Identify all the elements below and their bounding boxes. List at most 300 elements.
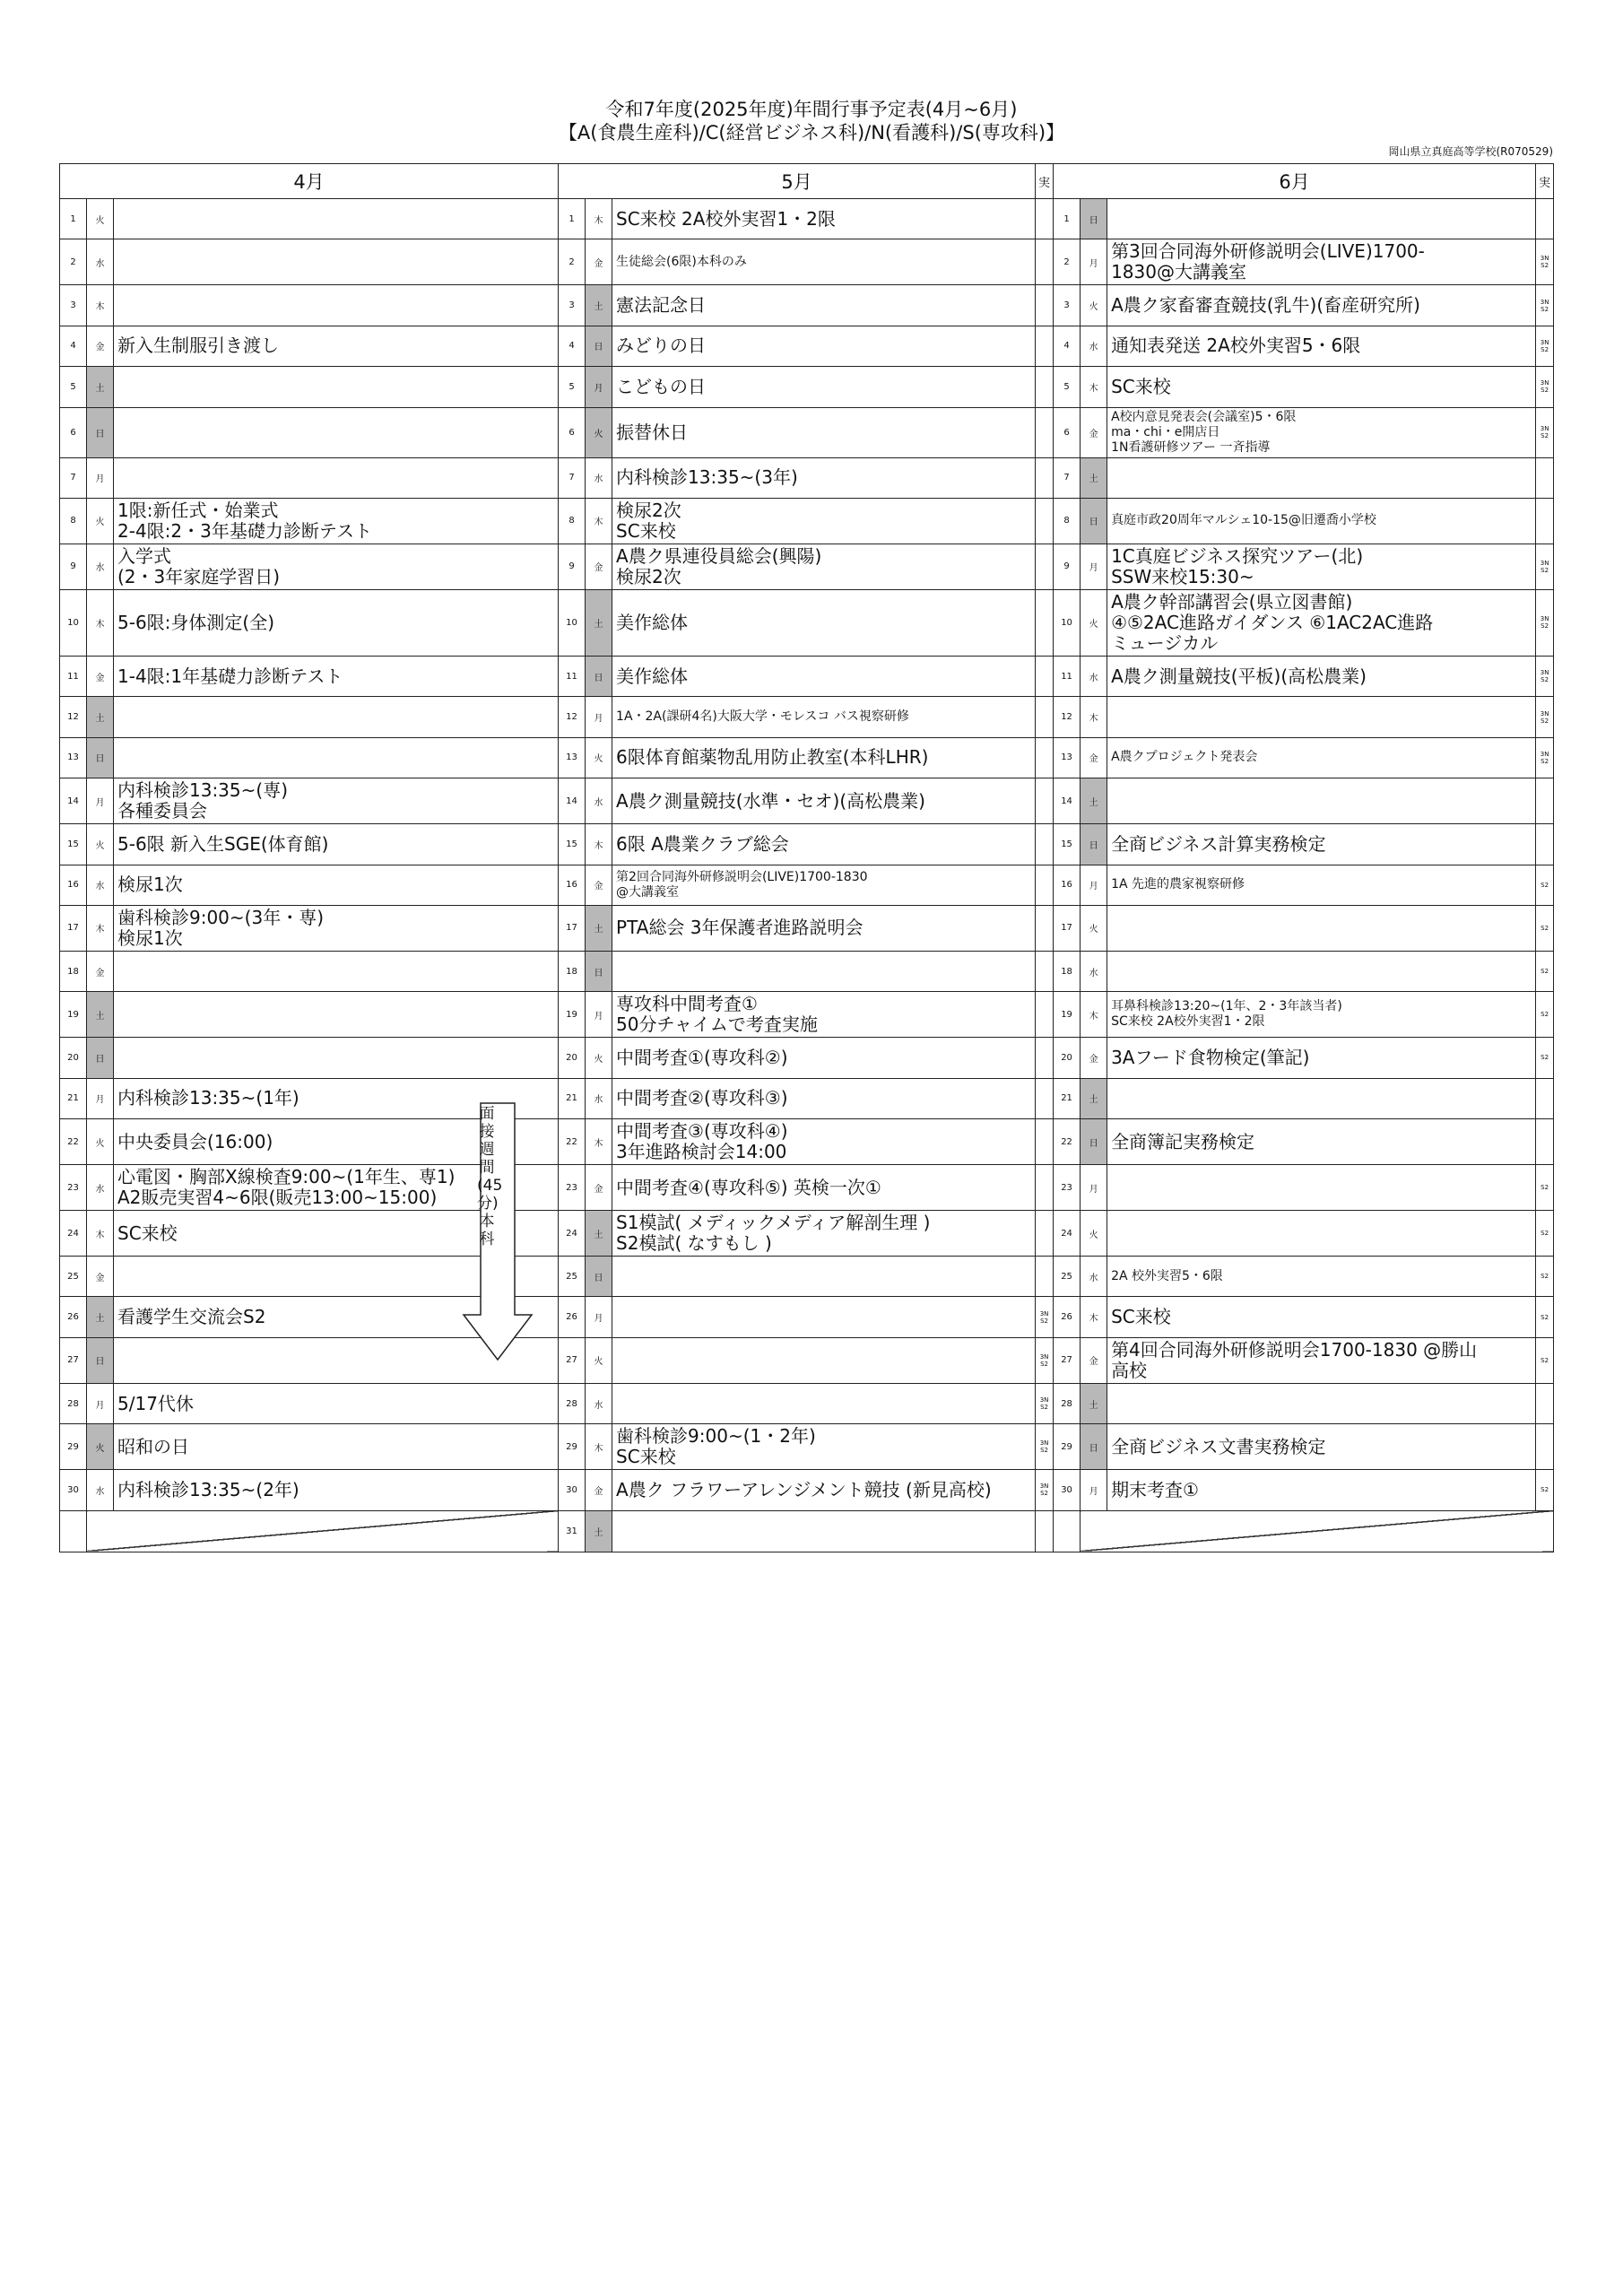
- june-event: 第4回合同海外研修説明会1700-1830 @勝山 高校: [1107, 1337, 1536, 1383]
- june-header: 6月: [1054, 164, 1536, 199]
- may-event: 6限 A農業クラブ総会: [612, 824, 1036, 865]
- may-day: 6: [559, 407, 586, 457]
- may-weekday: 火: [586, 407, 612, 457]
- june-day: 24: [1054, 1211, 1081, 1257]
- may-event: S1模試( メディックメディア解剖生理 ) S2模試( なすもし ): [612, 1211, 1036, 1257]
- june-mark: 3N S2: [1536, 656, 1554, 696]
- june-event: [1107, 1211, 1536, 1257]
- may-mark: [1036, 326, 1054, 366]
- may-event: 中間考査④(専攻科⑤) 英検一次①: [612, 1165, 1036, 1211]
- may-day: 16: [559, 865, 586, 905]
- april-weekday: 日: [87, 407, 114, 457]
- june-day: 4: [1054, 326, 1081, 366]
- june-day: 18: [1054, 951, 1081, 991]
- may-weekday: 土: [586, 589, 612, 656]
- may-day: 5: [559, 367, 586, 407]
- may-mark: [1036, 1165, 1054, 1211]
- june-day: 10: [1054, 589, 1081, 656]
- june-weekday: 土: [1081, 1383, 1107, 1423]
- april-event: 昭和の日: [114, 1424, 559, 1470]
- may-header: 5月: [559, 164, 1036, 199]
- may-day: 9: [559, 544, 586, 589]
- june-weekday: 火: [1081, 589, 1107, 656]
- april-event: 1-4限:1年基礎力診断テスト: [114, 656, 559, 696]
- may-event: [612, 1257, 1036, 1297]
- april-event: 5-6限:身体測定(全): [114, 589, 559, 656]
- may-event: 検尿2次 SC来校: [612, 498, 1036, 544]
- may-mark: [1036, 737, 1054, 778]
- april-event: [114, 239, 559, 285]
- schedule-row: [60, 1078, 1554, 1118]
- april-day: 11: [60, 656, 87, 696]
- may-day: 30: [559, 1470, 586, 1510]
- schedule-row: [60, 498, 1554, 544]
- april-event: [114, 992, 559, 1038]
- schedule-row: [60, 457, 1554, 498]
- may-event: [612, 951, 1036, 991]
- june-day: 15: [1054, 824, 1081, 865]
- april-header: 4月: [60, 164, 559, 199]
- june-weekday: 木: [1081, 992, 1107, 1038]
- june-day: 12: [1054, 697, 1081, 737]
- april-day: 7: [60, 457, 87, 498]
- may-weekday: 水: [586, 1383, 612, 1423]
- may-mark: 3N S2: [1036, 1297, 1054, 1337]
- june-event: [1107, 457, 1536, 498]
- may-mark: [1036, 778, 1054, 824]
- may-event: 中間考査①(専攻科②): [612, 1038, 1036, 1078]
- april-day: 25: [60, 1257, 87, 1297]
- june-strike-cell: [1081, 1510, 1554, 1552]
- april-event: [114, 457, 559, 498]
- june-mark: S2: [1536, 1211, 1554, 1257]
- school-name: 岡山県立真庭高等学校(R070529): [1388, 145, 1553, 158]
- june-mark: [1536, 1119, 1554, 1165]
- may-day: 17: [559, 905, 586, 951]
- april-event: [114, 285, 559, 326]
- april-day: 13: [60, 737, 87, 778]
- april-weekday: 金: [87, 326, 114, 366]
- april-event: 入学式 (2・3年家庭学習日): [114, 544, 559, 589]
- may-weekday: 月: [586, 367, 612, 407]
- april-weekday: 火: [87, 1424, 114, 1470]
- may-day: 24: [559, 1211, 586, 1257]
- june-mark: [1536, 498, 1554, 544]
- april-event: 5-6限 新入生SGE(体育館): [114, 824, 559, 865]
- june-event: A校内意見発表会(会議室)5・6限 ma・chi・e開店日 1N看護研修ツアー 一斉指導: [1107, 407, 1536, 457]
- april-strike-cell: [87, 1510, 559, 1552]
- may-mark: 3N S2: [1036, 1337, 1054, 1383]
- april-weekday: 日: [87, 737, 114, 778]
- schedule-row: [60, 824, 1554, 865]
- may-mark: [1036, 1119, 1054, 1165]
- june-day: 6: [1054, 407, 1081, 457]
- may-day: 14: [559, 778, 586, 824]
- april-day: 18: [60, 951, 87, 991]
- april-weekday: 金: [87, 1257, 114, 1297]
- june-event: 通知表発送 2A校外実習5・6限: [1107, 326, 1536, 366]
- may-mark-header: 実: [1036, 164, 1054, 199]
- april-day: 5: [60, 367, 87, 407]
- june-day: 25: [1054, 1257, 1081, 1297]
- june-day: 16: [1054, 865, 1081, 905]
- april-weekday: 木: [87, 905, 114, 951]
- june-mark: 3N S2: [1536, 326, 1554, 366]
- june-day: 28: [1054, 1383, 1081, 1423]
- june-weekday: 土: [1081, 778, 1107, 824]
- june-mark: [1536, 778, 1554, 824]
- june-event: 1C真庭ビジネス探究ツアー(北) SSW来校15:30~: [1107, 544, 1536, 589]
- april-event: 内科検診13:35~(専) 各種委員会: [114, 778, 559, 824]
- april-weekday: 金: [87, 951, 114, 991]
- april-day: 3: [60, 285, 87, 326]
- june-event: 2A 校外実習5・6限: [1107, 1257, 1536, 1297]
- may-weekday: 水: [586, 778, 612, 824]
- june-event: 真庭市政20周年マルシェ10-15@旧遷喬小学校: [1107, 498, 1536, 544]
- june-event: [1107, 905, 1536, 951]
- june-event: A農ク測量競技(平板)(高松農業): [1107, 656, 1536, 696]
- april-day: 8: [60, 498, 87, 544]
- april-weekday: 土: [87, 697, 114, 737]
- april-day: 4: [60, 326, 87, 366]
- may-weekday: 木: [586, 199, 612, 239]
- june-mark: [1536, 1078, 1554, 1118]
- june-weekday: 土: [1081, 457, 1107, 498]
- june-mark: S2: [1536, 1297, 1554, 1337]
- may-event: 専攻科中間考査① 50分チャイムで考査実施: [612, 992, 1036, 1038]
- may-day: 4: [559, 326, 586, 366]
- april-day: 2: [60, 239, 87, 285]
- june-day: 1: [1054, 199, 1081, 239]
- june-event: SC来校: [1107, 367, 1536, 407]
- june-weekday: 金: [1081, 407, 1107, 457]
- schedule-row: [60, 656, 1554, 696]
- june-event: 全商簿記実務検定: [1107, 1119, 1536, 1165]
- april-day: 9: [60, 544, 87, 589]
- may-weekday: 日: [586, 656, 612, 696]
- april-weekday: 月: [87, 1383, 114, 1423]
- june-day: 13: [1054, 737, 1081, 778]
- schedule-row: [60, 326, 1554, 366]
- may-day: 29: [559, 1424, 586, 1470]
- april-day: 12: [60, 697, 87, 737]
- may-event: [612, 1297, 1036, 1337]
- schedule-row: [60, 697, 1554, 737]
- april-event: [114, 951, 559, 991]
- april-weekday: 木: [87, 285, 114, 326]
- april-event: 歯科検診9:00~(3年・専) 検尿1次: [114, 905, 559, 951]
- may-day: 19: [559, 992, 586, 1038]
- april-day: 22: [60, 1119, 87, 1165]
- april-day: 15: [60, 824, 87, 865]
- may-mark: [1036, 1038, 1054, 1078]
- june-day: 26: [1054, 1297, 1081, 1337]
- june-mark: S2: [1536, 951, 1554, 991]
- june-event: [1107, 199, 1536, 239]
- june-event: 第3回合同海外研修説明会(LIVE)1700- 1830@大講義室: [1107, 239, 1536, 285]
- may-weekday: 水: [586, 457, 612, 498]
- april-weekday: 土: [87, 992, 114, 1038]
- may-weekday: 日: [586, 1257, 612, 1297]
- april-event: 看護学生交流会S2: [114, 1297, 559, 1337]
- april-event: 心電図・胸部X線検査9:00~(1年生、専1) A2販売実習4~6限(販売13:00~15:00): [114, 1165, 559, 1211]
- june-mark: S2: [1536, 1257, 1554, 1297]
- april-day: 19: [60, 992, 87, 1038]
- schedule-row: [60, 1383, 1554, 1423]
- schedule-row: [60, 1470, 1554, 1510]
- may-mark: [1036, 1257, 1054, 1297]
- june-mark-header: 実: [1536, 164, 1554, 199]
- april-day: 16: [60, 865, 87, 905]
- june-mark: [1536, 457, 1554, 498]
- june-weekday: 金: [1081, 737, 1107, 778]
- june-weekday: 木: [1081, 367, 1107, 407]
- schedule-row: [60, 1038, 1554, 1078]
- june-event: 3Aフード食物検定(筆記): [1107, 1038, 1536, 1078]
- june-event: 期末考査①: [1107, 1470, 1536, 1510]
- schedule-row: [60, 285, 1554, 326]
- schedule-row: [60, 865, 1554, 905]
- may-mark: [1036, 656, 1054, 696]
- june-event: 1A 先進的農家視察研修: [1107, 865, 1536, 905]
- may-weekday: 月: [586, 1297, 612, 1337]
- april-blank-day: [60, 1510, 87, 1552]
- may-mark: [1036, 285, 1054, 326]
- may-weekday: 金: [586, 1165, 612, 1211]
- june-weekday: 火: [1081, 285, 1107, 326]
- may-weekday: 火: [586, 737, 612, 778]
- april-weekday: 木: [87, 589, 114, 656]
- may-mark: [1036, 544, 1054, 589]
- april-event: 内科検診13:35~(1年): [114, 1078, 559, 1118]
- may-mark: [1036, 1211, 1054, 1257]
- may-weekday: 月: [586, 992, 612, 1038]
- may-event: 生徒総会(6限)本科のみ: [612, 239, 1036, 285]
- april-weekday: 月: [87, 1078, 114, 1118]
- june-weekday: 月: [1081, 239, 1107, 285]
- june-mark: [1536, 199, 1554, 239]
- schedule-row: [60, 1211, 1554, 1257]
- may-event: 憲法記念日: [612, 285, 1036, 326]
- april-weekday: 水: [87, 865, 114, 905]
- june-event: [1107, 778, 1536, 824]
- june-weekday: 水: [1081, 1257, 1107, 1297]
- june-day: 3: [1054, 285, 1081, 326]
- june-weekday: 火: [1081, 905, 1107, 951]
- june-mark: [1536, 1424, 1554, 1470]
- june-event: 全商ビジネス文書実務検定: [1107, 1424, 1536, 1470]
- april-weekday: 火: [87, 824, 114, 865]
- may-day: 13: [559, 737, 586, 778]
- may-weekday: 木: [586, 824, 612, 865]
- april-weekday: 月: [87, 457, 114, 498]
- april-event: SC来校: [114, 1211, 559, 1257]
- april-event: 中央委員会(16:00): [114, 1119, 559, 1165]
- may-event: PTA総会 3年保護者進路説明会: [612, 905, 1036, 951]
- june-mark: S2: [1536, 1038, 1554, 1078]
- april-weekday: 水: [87, 239, 114, 285]
- june-mark: S2: [1536, 1165, 1554, 1211]
- june-weekday: 土: [1081, 1078, 1107, 1118]
- june-day: 5: [1054, 367, 1081, 407]
- april-day: 27: [60, 1337, 87, 1383]
- may-weekday: 土: [586, 1510, 612, 1552]
- may-weekday: 金: [586, 544, 612, 589]
- april-weekday: 木: [87, 1211, 114, 1257]
- may-day: 8: [559, 498, 586, 544]
- april-day: 24: [60, 1211, 87, 1257]
- june-event: [1107, 1078, 1536, 1118]
- may-event: 第2回合同海外研修説明会(LIVE)1700-1830 @大講義室: [612, 865, 1036, 905]
- may-day: 28: [559, 1383, 586, 1423]
- june-weekday: 日: [1081, 199, 1107, 239]
- schedule-row: [60, 367, 1554, 407]
- june-event: [1107, 951, 1536, 991]
- june-weekday: 月: [1081, 1470, 1107, 1510]
- june-mark: 3N S2: [1536, 737, 1554, 778]
- june-day: 17: [1054, 905, 1081, 951]
- schedule-row: [60, 239, 1554, 285]
- may-day: 25: [559, 1257, 586, 1297]
- may-day: 15: [559, 824, 586, 865]
- schedule-row: [60, 951, 1554, 991]
- april-event: 新入生制服引き渡し: [114, 326, 559, 366]
- april-event: 内科検診13:35~(2年): [114, 1470, 559, 1510]
- june-day: 22: [1054, 1119, 1081, 1165]
- april-day: 21: [60, 1078, 87, 1118]
- may-event: 1A・2A(課研4名)大阪大学・モレスコ バス視察研修: [612, 697, 1036, 737]
- schedule-row: [60, 544, 1554, 589]
- schedule-row: [60, 589, 1554, 656]
- june-day: 20: [1054, 1038, 1081, 1078]
- april-day: 29: [60, 1424, 87, 1470]
- may-event: 振替休日: [612, 407, 1036, 457]
- june-weekday: 水: [1081, 656, 1107, 696]
- june-event: 全商ビジネス計算実務検定: [1107, 824, 1536, 865]
- april-day: 10: [60, 589, 87, 656]
- may-day: 1: [559, 199, 586, 239]
- may-event: 美作総体: [612, 589, 1036, 656]
- may-weekday: 日: [586, 951, 612, 991]
- june-weekday: 金: [1081, 1038, 1107, 1078]
- may-day: 22: [559, 1119, 586, 1165]
- schedule-row: [60, 1337, 1554, 1383]
- may-mark: 3N S2: [1036, 1424, 1054, 1470]
- june-event: [1107, 1165, 1536, 1211]
- may-mark: [1036, 1078, 1054, 1118]
- june-mark: 3N S2: [1536, 589, 1554, 656]
- month-header-row: [60, 164, 1554, 199]
- may-mark: [1036, 589, 1054, 656]
- document-subtitle: 【A(食農生産科)/C(経営ビジネス科)/N(看護科)/S(専攻科)】: [558, 122, 1065, 144]
- may-day: 12: [559, 697, 586, 737]
- june-weekday: 月: [1081, 544, 1107, 589]
- may-weekday: 日: [586, 326, 612, 366]
- june-day: 8: [1054, 498, 1081, 544]
- april-weekday: 火: [87, 199, 114, 239]
- interview-week-label: 面接週間(45分)本科: [477, 1105, 503, 1248]
- june-blank-day: [1054, 1510, 1081, 1552]
- may-day: 20: [559, 1038, 586, 1078]
- april-weekday: 土: [87, 367, 114, 407]
- june-mark: 3N S2: [1536, 285, 1554, 326]
- may-day: 10: [559, 589, 586, 656]
- may-weekday: 土: [586, 285, 612, 326]
- april-day: 6: [60, 407, 87, 457]
- may-day: 7: [559, 457, 586, 498]
- june-day: 2: [1054, 239, 1081, 285]
- april-event: 検尿1次: [114, 865, 559, 905]
- june-day: 14: [1054, 778, 1081, 824]
- may-day: 21: [559, 1078, 586, 1118]
- april-event: 5/17代休: [114, 1383, 559, 1423]
- schedule-row: [60, 992, 1554, 1038]
- april-weekday: 火: [87, 498, 114, 544]
- april-weekday: 水: [87, 544, 114, 589]
- june-mark: 3N S2: [1536, 367, 1554, 407]
- april-event: [114, 697, 559, 737]
- may-day: 26: [559, 1297, 586, 1337]
- april-day: 1: [60, 199, 87, 239]
- may-event: [612, 1383, 1036, 1423]
- april-day: 30: [60, 1470, 87, 1510]
- june-day: 11: [1054, 656, 1081, 696]
- may-day: 23: [559, 1165, 586, 1211]
- may-mark: [1036, 1510, 1054, 1552]
- may-weekday: 木: [586, 498, 612, 544]
- april-weekday: 日: [87, 1337, 114, 1383]
- may-weekday: 火: [586, 1038, 612, 1078]
- may-mark: [1036, 407, 1054, 457]
- april-weekday: 火: [87, 1119, 114, 1165]
- may-mark: [1036, 992, 1054, 1038]
- schedule-table: [59, 163, 1554, 1552]
- may-mark: 3N S2: [1036, 1470, 1054, 1510]
- june-day: 9: [1054, 544, 1081, 589]
- may-weekday: 木: [586, 1424, 612, 1470]
- june-mark: S2: [1536, 1470, 1554, 1510]
- april-event: [114, 367, 559, 407]
- june-weekday: 月: [1081, 1165, 1107, 1211]
- april-weekday: 日: [87, 1038, 114, 1078]
- june-day: 29: [1054, 1424, 1081, 1470]
- june-day: 30: [1054, 1470, 1081, 1510]
- schedule-row: [60, 1165, 1554, 1211]
- april-weekday: 水: [87, 1165, 114, 1211]
- june-mark: [1536, 1383, 1554, 1423]
- june-weekday: 水: [1081, 326, 1107, 366]
- may-mark: [1036, 457, 1054, 498]
- april-weekday: 金: [87, 656, 114, 696]
- may-event: A農ク県連役員総会(興陽) 検尿2次: [612, 544, 1036, 589]
- schedule-row: [60, 905, 1554, 951]
- schedule-row-31: [60, 1510, 1554, 1552]
- may-event: みどりの日: [612, 326, 1036, 366]
- may-weekday: 木: [586, 1119, 612, 1165]
- may-mark: [1036, 199, 1054, 239]
- may-weekday: 土: [586, 1211, 612, 1257]
- june-weekday: 日: [1081, 1424, 1107, 1470]
- june-mark: 3N S2: [1536, 239, 1554, 285]
- interview-week-arrow: [462, 1101, 534, 1361]
- june-event: 耳鼻科検診13:20~(1年、2・3年該当者) SC来校 2A校外実習1・2限: [1107, 992, 1536, 1038]
- april-weekday: 土: [87, 1297, 114, 1337]
- june-day: 7: [1054, 457, 1081, 498]
- june-weekday: 木: [1081, 1297, 1107, 1337]
- june-weekday: 木: [1081, 697, 1107, 737]
- may-weekday: 火: [586, 1337, 612, 1383]
- may-event: SC来校 2A校外実習1・2限: [612, 199, 1036, 239]
